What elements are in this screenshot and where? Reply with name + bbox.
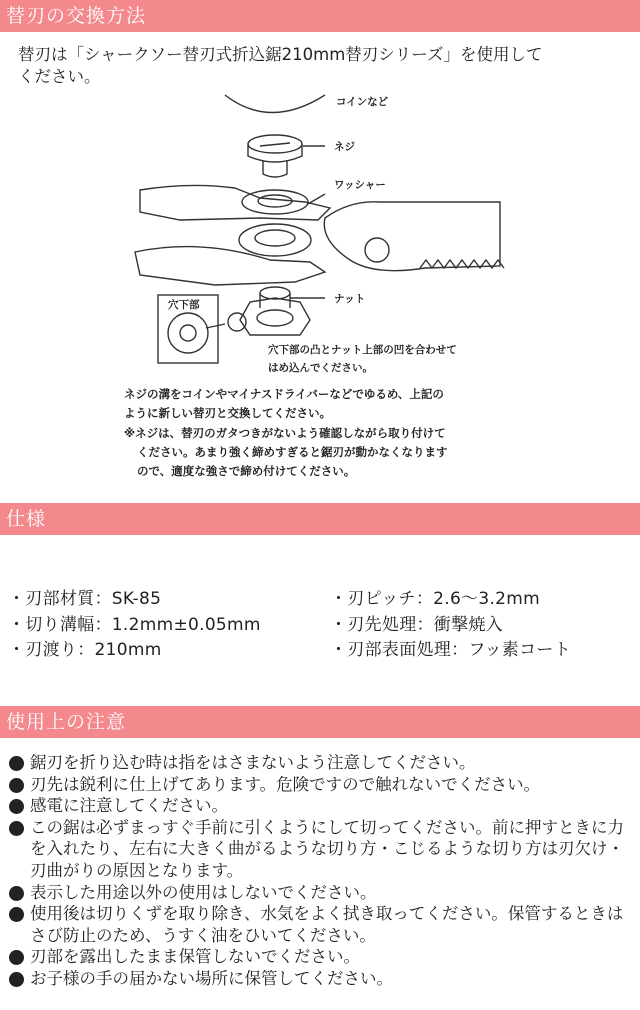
caution-list — [8, 752, 636, 990]
note-line-5: ので、適度な強さで締め付けてください。 — [137, 464, 356, 478]
note-line-3: ※ネジは、替刃のガタつきがないよう確認しながら取り付けて — [124, 426, 446, 440]
note-line-4: ください。あまり強く締めすぎると鋸刃が動かなくなります — [137, 445, 448, 459]
label-hole: 穴下部 — [168, 299, 200, 311]
note-line-2: ように新しい替刃と交換してください。 — [124, 406, 331, 420]
section-header-spec — [0, 503, 640, 535]
spec-tooth-pitch: ・刃ピッチ：2.6〜3.2mm — [330, 589, 541, 609]
caution-item: 使用後は切りくずを取り除き、水気をよく拭き取ってください。保管するときはさび防止のため、うすく油をひいてください。 — [8, 903, 636, 946]
caution-item: 刃先は鋭利に仕上げてあります。危険ですので触れないでください。 — [8, 774, 636, 796]
nut-illustration — [240, 287, 310, 335]
caution-item: この鋸は必ずまっすぐ手前に引くようにして切ってください。前に押すときに力を入れたり、左右に大きく曲がるような切り方・こじるような切り方は刃欠け・刃曲がりの原因となります。 — [8, 817, 636, 882]
section-title: 使用上の注意 — [6, 711, 127, 733]
handle-upper — [140, 185, 330, 220]
intro-line-1: 替刃は「シャークソー替刃式折込鋸210mm替刃シリーズ」を使用して — [18, 45, 543, 64]
caution-item: 鋸刃を折り込む時は指をはさまないよう注意してください。 — [8, 752, 636, 774]
caution-item: お子様の手の届かない場所に保管してください。 — [8, 968, 636, 990]
coin-illustration — [225, 95, 325, 113]
section-title: 仕様 — [6, 508, 47, 530]
spec-blade-material: ・刃部材質：SK-85 — [8, 589, 162, 609]
spec-blade-length: ・刃渡り：210mm — [8, 640, 162, 660]
label-coin: コインなど — [336, 96, 389, 108]
saw-blade-illustration — [324, 202, 504, 271]
label-nut: ナット — [334, 293, 366, 305]
caution-item: 刃部を露出したまま保管しないでください。 — [8, 946, 636, 968]
caution-item: 感電に注意してください。 — [8, 795, 636, 817]
label-fit-1: 穴下部の凸とナット上部の凹を合わせて — [268, 344, 457, 356]
section-header-caution — [0, 706, 640, 738]
label-washer: ワッシャー — [334, 179, 386, 191]
spec-tip-treatment: ・刃先処理：衝撃焼入 — [330, 615, 503, 635]
section-title: 替刃の交換方法 — [6, 5, 147, 27]
screw-illustration — [248, 135, 302, 177]
label-fit-2: はめ込んでください。 — [268, 362, 373, 374]
intro-text — [18, 44, 630, 88]
spec-surface-treatment: ・刃部表面処理：フッ素コート — [330, 640, 572, 660]
section-header-replace — [0, 0, 640, 32]
caution-item: 表示した用途以外の使用はしないでください。 — [8, 882, 636, 904]
note-line-1: ネジの溝をコインやマイナスドライバーなどでゆるめ、上記の — [124, 387, 444, 401]
intro-line-2: ください。 — [18, 67, 101, 86]
label-screw: ネジ — [334, 141, 355, 153]
spec-cut-width: ・切り溝幅：1.2mm±0.05mm — [8, 615, 261, 635]
